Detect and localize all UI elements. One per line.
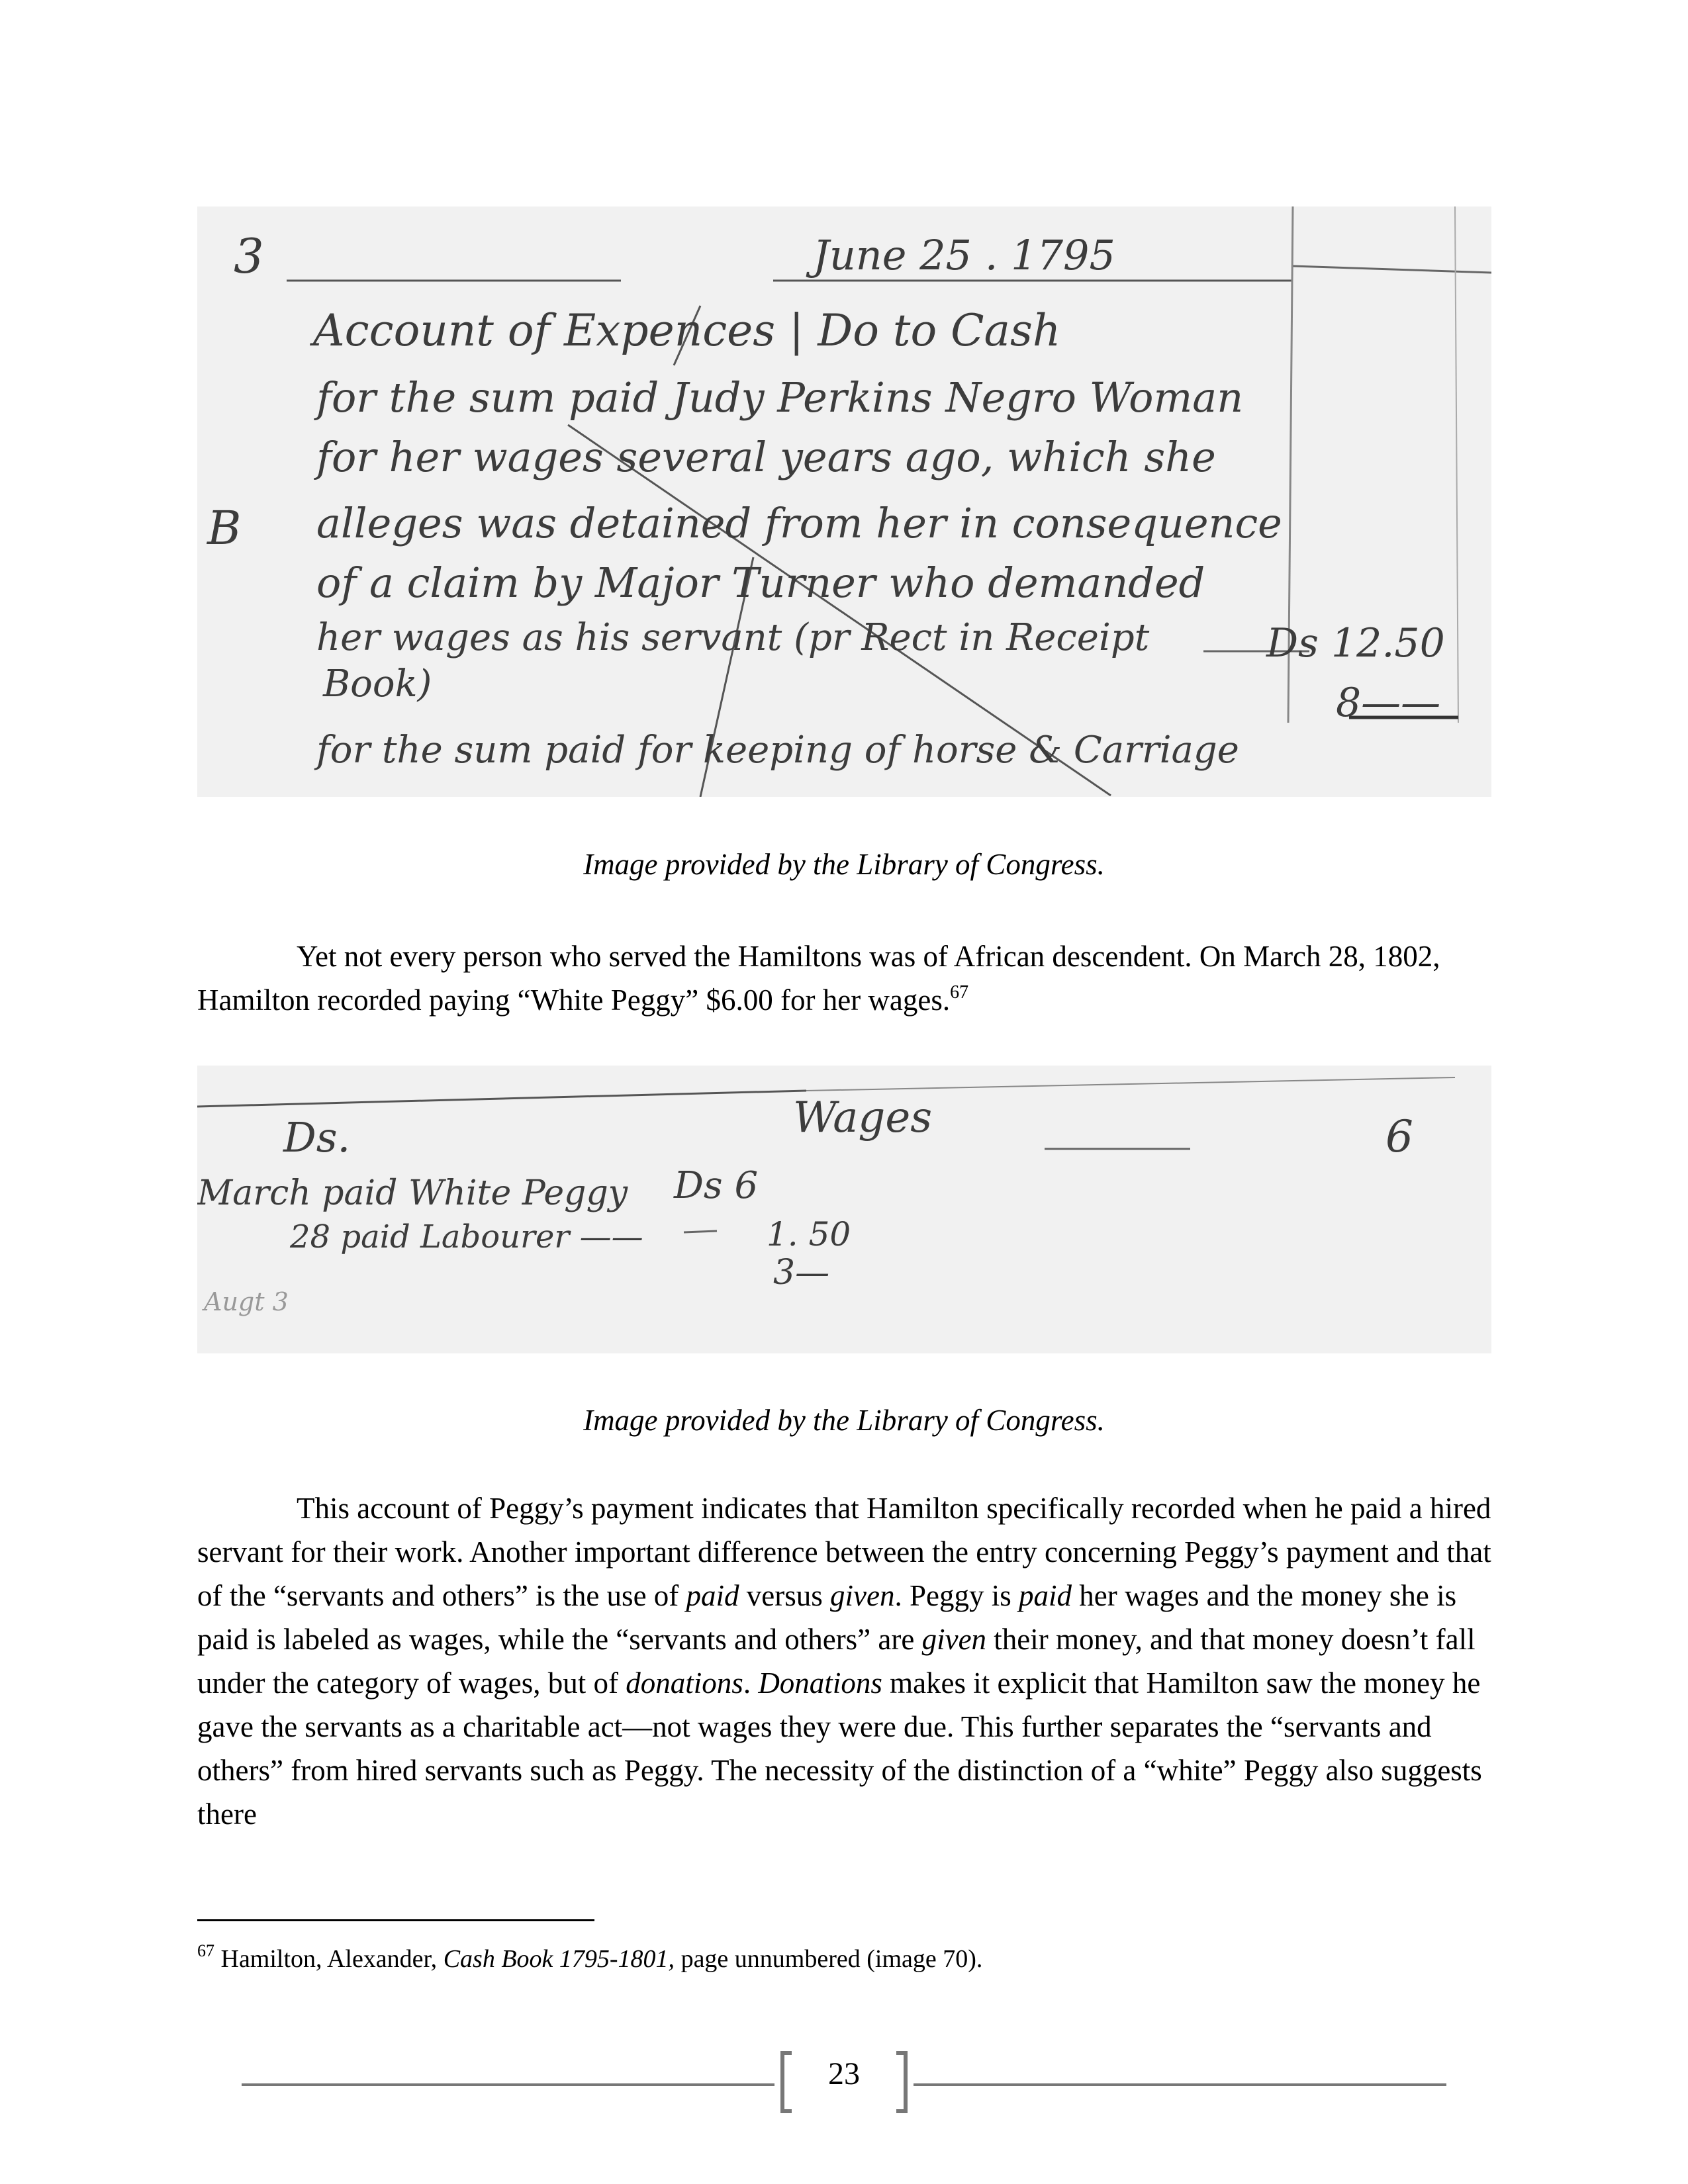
ledger-2-line-8: Augt 3 <box>204 1287 289 1316</box>
footnote-67 <box>197 1941 983 1974</box>
ledger-1-line-0: 3 <box>234 228 264 284</box>
footnote-author: Hamilton, Alexander, <box>214 1945 444 1973</box>
ledger-1-line-7: her wages as his servant (pr Rect in Receipt <box>316 616 1150 659</box>
paragraph-2-part-3: . Peggy is <box>894 1579 1019 1612</box>
ledger-1-line-12: 8—— <box>1336 680 1441 726</box>
ledger-2-line-2: 6 <box>1385 1111 1413 1162</box>
paragraph-2-part-5: their money, and that money doesn’t fall under the category of wages, but of <box>197 1623 1476 1700</box>
ledger-1-line-10: B <box>207 501 242 555</box>
footnote-divider <box>197 1919 594 1921</box>
ledger-1-line-9: for the sum paid for keeping of horse & Carriage <box>316 729 1239 772</box>
footnote-ref-67[interactable]: 67 <box>950 982 969 1003</box>
term-paid: paid <box>686 1579 739 1612</box>
paragraph-2-part-4: her wages and the money she is paid is labeled as wages, while the “servants and others” are <box>197 1579 1457 1656</box>
ledger-2-line-6: 1. 50 <box>767 1215 851 1253</box>
footnote-title: Cash Book 1795-1801, <box>443 1945 675 1973</box>
ledger-image-2-drawing <box>197 1066 1491 1353</box>
term-donations: donations <box>626 1666 743 1700</box>
term-given: given <box>921 1623 987 1656</box>
left-bracket-icon <box>774 2050 794 2114</box>
paragraph-2-part-2: versus <box>739 1579 831 1612</box>
paragraph-2-part-7: makes it explicit that Hamilton saw the money he gave the servants as a charitable act—not wages they were due. This further separates the “servants and others” from hired servants such as Peggy. The necessity of the distinction of a “white” Peggy also suggests there <box>197 1666 1482 1831</box>
footnote-rest: page unnumbered (image 70). <box>675 1945 983 1973</box>
paragraph-1-text: Yet not every person who served the Hamiltons was of African descendent. On March 28, 1802, Hamilton recorded paying “White Peggy” $6.00 for her wages. <box>197 940 1440 1017</box>
page-number: 23 <box>828 2056 860 2091</box>
page-number-rule-left <box>242 2083 774 2086</box>
footnote-number: 67 <box>197 1941 214 1961</box>
paragraph-2 <box>197 1486 1495 1836</box>
term-given: given <box>830 1579 895 1612</box>
figure-caption-1: Image provided by the Library of Congress. <box>583 848 1105 881</box>
term-paid: paid <box>1019 1579 1072 1612</box>
page-number-rule-right <box>914 2083 1446 2086</box>
ledger-2-line-1: Wages <box>793 1093 933 1142</box>
ledger-1-line-11: Ds 12.50 <box>1266 620 1445 666</box>
ledger-1-line-5: alleges was detained from her in consequence <box>316 499 1282 547</box>
figure-caption-2: Image provided by the Library of Congress. <box>583 1404 1105 1437</box>
ledger-2-line-7: 3— <box>773 1253 830 1293</box>
ledger-2-line-3: March paid White Peggy <box>197 1173 628 1213</box>
ledger-1-line-1: June 25 . 1795 <box>813 231 1115 279</box>
ledger-image-1-drawing <box>197 206 1491 797</box>
right-bracket-icon <box>894 2050 914 2114</box>
ledger-1-line-4: for her wages several years ago, which she <box>316 433 1216 481</box>
ledger-1-line-3: for the sum paid Judy Perkins Negro Woman <box>316 373 1244 422</box>
ledger-1-line-8: Book) <box>323 662 432 705</box>
ledger-1-line-6: of a claim by Major Turner who demanded <box>316 559 1205 607</box>
paragraph-1 <box>197 934 1495 1022</box>
ledger-1-line-2: Account of Expences | Do to Cash <box>313 305 1061 356</box>
ledger-image-2 <box>197 1066 1491 1353</box>
ledger-image-1 <box>197 206 1491 797</box>
term-donations: Donations <box>758 1666 882 1700</box>
ledger-2-line-5: 28 paid Labourer —— <box>290 1218 643 1255</box>
paragraph-2-part-6: . <box>743 1666 759 1700</box>
ledger-2-line-0: Ds. <box>283 1113 351 1161</box>
ledger-2-line-4: Ds 6 <box>674 1164 759 1207</box>
paragraph-2-part-1: This account of Peggy’s payment indicates that Hamilton specifically recorded when he paid a hired servant for their work. Another important difference between the entry concerning Peggy’s payment and that of the “servants and others” is the use of <box>197 1492 1491 1612</box>
